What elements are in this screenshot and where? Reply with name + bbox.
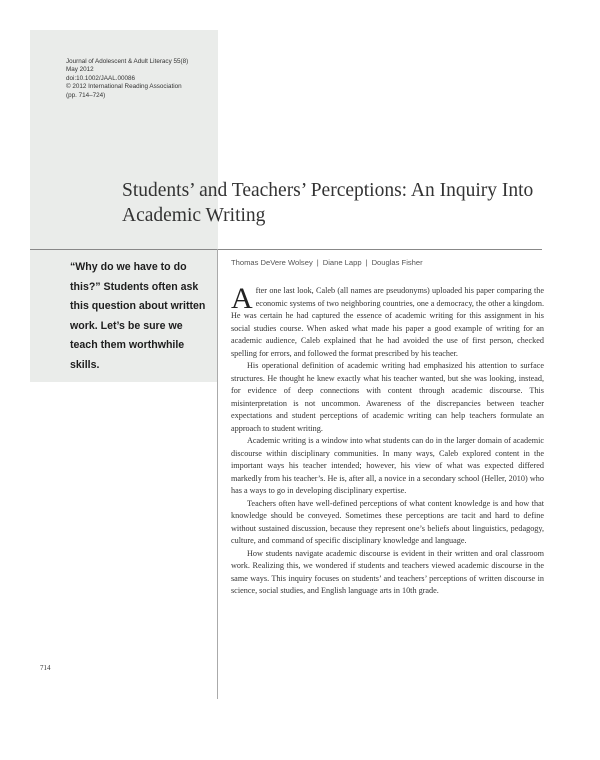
journal-line: doi:10.1002/JAAL.00086 xyxy=(66,74,135,82)
author-name: Douglas Fisher xyxy=(371,258,423,267)
journal-line: © 2012 International Reading Association xyxy=(66,83,182,91)
author-separator: | xyxy=(365,258,368,267)
page-number: 714 xyxy=(40,664,51,672)
journal-line: May 2012 xyxy=(66,66,94,74)
article-body xyxy=(231,282,544,598)
journal-metadata xyxy=(66,58,216,100)
drop-cap: A xyxy=(231,282,253,315)
journal-line: Journal of Adolescent & Adult Literacy 55(8) xyxy=(66,58,189,65)
column-divider xyxy=(217,249,218,699)
body-paragraph: How students navigate academic discourse is evident in their written and oral classroom work. Realizing this, we wondered if students and teachers viewed academic discourse in the same ways. This inquiry focuses on students’ and teachers’ perceptions of written discourse in science, social studies, and English language arts in 10th grade. xyxy=(231,548,544,595)
body-paragraph xyxy=(231,282,544,360)
body-paragraph: Academic writing is a window into what students can do in the larger domain of academic discourse within disciplinary communities. In many ways, Caleb explored content in the important ways his teacher intended; however, his view of what was expected differed markedly from his teacher’s. He is, after all, a novice in a secondary school (Heller, 2010) who has a ways to go in developing disciplinary expertise. xyxy=(231,436,544,495)
paragraph-text: fter one last look, Caleb (all names are pseudonyms) uploaded his paper comparing the economic systems of two neighboring countries, one a democracy, the other a kingdom. He was certain he had captured the essence of academic writing for this assignment in his social studies course. When asked what made his paper a good example of writing for an academic audience, Caleb explained that he had avoided the use of first person, checked spelling for errors, and followed the format prescribed by his teacher. xyxy=(231,286,544,358)
journal-line: (pp. 714–724) xyxy=(66,91,106,99)
author-list xyxy=(231,258,551,267)
article-title: Students’ and Teachers’ Perceptions: An Inquiry Into Academic Writing xyxy=(122,180,534,226)
body-paragraph: Teachers often have well-defined perceptions of what content knowledge is and how that knowledge should be conveyed. Sometimes these perceptions are tacit and hard to define without sustained discussion, because they represent one’s beliefs about linguistics, pedagogy, culture, and command of specific disciplinary knowledge and language. xyxy=(231,498,544,545)
author-separator: | xyxy=(316,258,319,267)
pull-quote: “Why do we have to do this?” Students often ask this question about written work. Let’s be sure we teach them worthwhile skills. xyxy=(70,261,206,371)
author-name: Thomas DeVere Wolsey xyxy=(231,258,313,267)
author-name: Diane Lapp xyxy=(322,258,362,267)
header-rule xyxy=(30,249,542,250)
body-paragraph: His operational definition of academic writing had emphasized his attention to surface structures. He thought he knew exactly what his teacher wanted, but she was looking, instead, for evidence of deep connections with content through academic discourse. This misinterpretation is not uncommon. Awareness of the discrepancies between teacher expectations and student perceptions of academic writing can help teachers formulate an approach to student writing. xyxy=(231,361,544,433)
